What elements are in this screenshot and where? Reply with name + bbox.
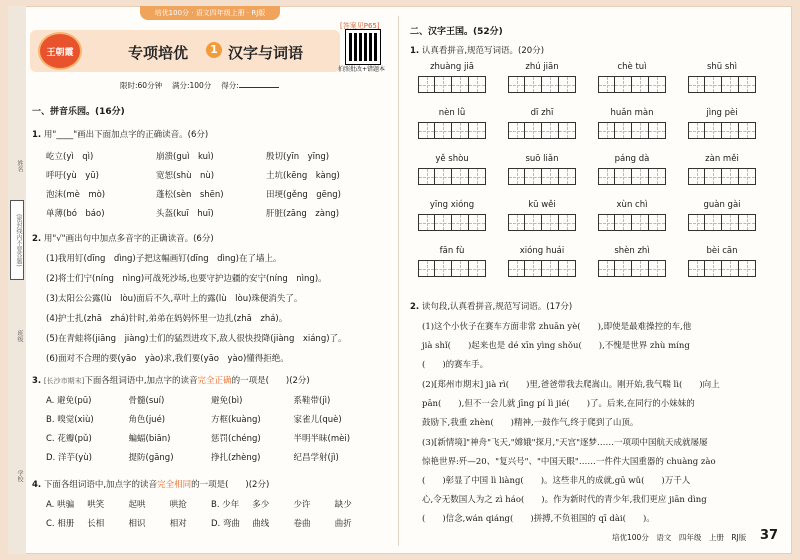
writing-cell[interactable]: [649, 214, 666, 231]
writing-cell[interactable]: [525, 260, 542, 277]
writing-cell[interactable]: [559, 260, 576, 277]
pinyin-text: chè tuì: [617, 62, 647, 72]
writing-cell[interactable]: [615, 168, 632, 185]
writing-cell[interactable]: [418, 260, 435, 277]
question-1-2: 2. 用"√"画出句中加点多音字的正确读音。(6分): [32, 234, 214, 244]
q2-line: (2)将士们宁(níng nìng)可战死沙场,也要守护边疆的安宁(níng nìng)。: [46, 274, 327, 284]
q2-2-line: (3)[新情境]"神舟"飞天,"嫦娥"探月,"天宫"逐梦……一项项中国航天成就屡屡: [422, 438, 708, 448]
writing-cell[interactable]: [649, 260, 666, 277]
pinyin-item: [418, 246, 486, 277]
pinyin-text: shū shì: [706, 62, 738, 72]
writing-cell[interactable]: [418, 168, 435, 185]
tianzige-boxes[interactable]: [418, 122, 486, 139]
tianzige-boxes[interactable]: [418, 214, 486, 231]
writing-cell[interactable]: [525, 214, 542, 231]
writing-cell[interactable]: [469, 122, 486, 139]
pinyin-item: [508, 200, 576, 231]
writing-cell[interactable]: [542, 260, 559, 277]
pinyin-text: zhuàng jiā: [430, 62, 474, 72]
pinyin-item: [418, 154, 486, 185]
q2-2-line: (2)[郑州市期末] jià rì( )里,爸爸带我去爬嵩山。刚开始,我气喘 lì( )向上: [422, 380, 720, 390]
pinyin-text: yīng xióng: [429, 200, 475, 210]
writing-cell[interactable]: [418, 214, 435, 231]
writing-cell[interactable]: [705, 76, 722, 93]
q2-2-line: (1)这个小伙子在赛车方面非常 zhuān yè( ),即使是最难操控的车,他: [422, 322, 692, 332]
writing-cell[interactable]: [705, 260, 722, 277]
pinyin-item: [418, 108, 486, 139]
pinyin-item: [688, 200, 756, 231]
q1-row: 屹立(yì qì) 崩溃(guì kuì) 殷切(yīn yīng): [46, 152, 330, 162]
column-divider: [398, 16, 399, 546]
writing-cell[interactable]: [688, 122, 705, 139]
writing-cell[interactable]: [418, 122, 435, 139]
writing-cell[interactable]: [598, 168, 615, 185]
writing-cell[interactable]: [739, 122, 756, 139]
writing-cell[interactable]: [722, 260, 739, 277]
writing-cell[interactable]: [469, 168, 486, 185]
pinyin-text: kū wěi: [528, 200, 556, 210]
question-1-4: 4. 下面各组词语中,加点字的读音完全相同的一项是( )(2分): [32, 480, 270, 490]
writing-cell[interactable]: [435, 260, 452, 277]
pinyin-text: zhú jiān: [525, 62, 559, 72]
writing-cell[interactable]: [542, 76, 559, 93]
q2-2-line: ( )信念,wán qiáng( )拼搏,不负祖国的 qī dài( )。: [422, 514, 655, 524]
tianzige-boxes[interactable]: [688, 122, 756, 139]
q1-row: 单薄(bó báo) 头盔(kuī huī) 肝脏(zāng zàng): [46, 209, 340, 219]
writing-cell[interactable]: [615, 76, 632, 93]
writing-cell[interactable]: [722, 168, 739, 185]
q4-options: [46, 498, 376, 536]
section-2-title: 二、汉字王国。(52分): [410, 27, 503, 37]
pinyin-item: [418, 62, 486, 93]
writing-cell[interactable]: [739, 214, 756, 231]
pinyin-item: [598, 246, 666, 277]
q3-option-d[interactable]: D. 洋芋(yù) 提防(gāng) 挣扎(zhèng) 纪昌学射(jì): [46, 453, 339, 463]
tianzige-boxes[interactable]: [508, 260, 576, 277]
writing-cell[interactable]: [598, 260, 615, 277]
q2-line: (3)太阳公公露(lù lòu)面后不久,草叶上的露(lù lòu)珠便消失了。: [46, 294, 303, 304]
writing-cell[interactable]: [632, 260, 649, 277]
q3-option-c[interactable]: C. 花瓣(pǔ) 蝙蝠(biān) 惩罚(chéng) 半明半昧(mèi): [46, 434, 351, 444]
pinyin-item: [508, 154, 576, 185]
writing-cell[interactable]: [705, 214, 722, 231]
writing-cell[interactable]: [739, 76, 756, 93]
question-1-1: 1. 用"____"画出下面加点字的正确读音。(6分): [32, 130, 209, 140]
brand-logo: 王朝霞: [38, 32, 82, 70]
writing-cell[interactable]: [739, 168, 756, 185]
pinyin-item: [418, 200, 486, 231]
writing-cell[interactable]: [452, 122, 469, 139]
writing-cell[interactable]: [632, 122, 649, 139]
writing-cell[interactable]: [452, 76, 469, 93]
q2-2-line: jià shǐ( )起来也是 dé xīn yìng shǒu( ),不愧是世界 zhù míng: [422, 341, 690, 351]
writing-cell[interactable]: [705, 168, 722, 185]
writing-cell[interactable]: [525, 76, 542, 93]
pinyin-text: jìng pèi: [706, 108, 738, 118]
tianzige-boxes[interactable]: [688, 214, 756, 231]
writing-cell[interactable]: [559, 168, 576, 185]
q1-pinyin-grid: [46, 150, 376, 226]
tianzige-boxes[interactable]: [598, 260, 666, 277]
question-1-3: 3. [长沙市期末]下面各组词语中,加点字的读音完全正确的一项是( )(2分): [32, 376, 310, 386]
q2-line: (1)我用钉(dīng dìng)子把这幅画钉(dīng dìng)在了墙上。: [46, 254, 282, 264]
side-label-school: 学校: [16, 470, 23, 482]
page-number: 37: [760, 528, 779, 543]
pinyin-text: fān fù: [439, 246, 465, 256]
writing-cell[interactable]: [722, 76, 739, 93]
writing-cell[interactable]: [559, 214, 576, 231]
tianzige-boxes[interactable]: [598, 214, 666, 231]
question-2-1: 1. 认真看拼音,规范写词语。(20分): [410, 46, 545, 56]
pinyin-item: [688, 154, 756, 185]
pinyin-item: [688, 62, 756, 93]
writing-cell[interactable]: [598, 122, 615, 139]
q3-option-b[interactable]: B. 嗅觉(xiù) 角色(jué) 方框(kuàng) 家雀儿(què): [46, 415, 342, 425]
pinyin-item: [688, 108, 756, 139]
pinyin-item: [508, 62, 576, 93]
writing-cell[interactable]: [649, 76, 666, 93]
side-label-class: 班级: [16, 330, 23, 342]
qr-code[interactable]: [346, 30, 380, 64]
pinyin-item: [688, 246, 756, 277]
writing-cell[interactable]: [508, 260, 525, 277]
tianzige-boxes[interactable]: [418, 168, 486, 185]
tianzige-boxes[interactable]: [688, 76, 756, 93]
writing-cell[interactable]: [615, 122, 632, 139]
writing-cell[interactable]: [508, 214, 525, 231]
question-2-2: 2. 读句段,认真看拼音,规范写词语。(17分): [410, 302, 573, 312]
exam-meta: 限时:60分钟 满分:100分 得分:: [120, 80, 279, 91]
page-footer: 培优100分 语文 四年级 上册 RJ版: [612, 533, 747, 542]
tianzige-boxes[interactable]: [508, 122, 576, 139]
pinyin-text: dī zhī: [530, 108, 554, 118]
tianzige-boxes[interactable]: [508, 168, 576, 185]
pinyin-text: xùn chì: [616, 200, 648, 210]
writing-cell[interactable]: [688, 76, 705, 93]
writing-cell[interactable]: [542, 122, 559, 139]
q2-2-line: 心,令无数国人为之 zì háo( )。作为新时代的青少年,我们更应 jiān dìng: [422, 495, 707, 505]
writing-cell[interactable]: [418, 76, 435, 93]
pinyin-text: xióng huái: [519, 246, 565, 256]
page-title: 专项培优: [128, 44, 189, 62]
pinyin-item: [598, 62, 666, 93]
writing-cell[interactable]: [722, 122, 739, 139]
pinyin-text: suō liǎn: [525, 154, 559, 164]
pinyin-text: guàn gài: [703, 200, 741, 210]
tianzige-boxes[interactable]: [508, 76, 576, 93]
writing-cell[interactable]: [435, 168, 452, 185]
writing-cell[interactable]: [469, 76, 486, 93]
tianzige-boxes[interactable]: [418, 76, 486, 93]
pinyin-text: huǎn màn: [610, 108, 654, 118]
pinyin-item: [598, 108, 666, 139]
page-subtitle: 汉字与词语: [228, 44, 304, 62]
tianzige-boxes[interactable]: [688, 168, 756, 185]
writing-cell[interactable]: [598, 76, 615, 93]
q1-row: 呼吁(yù yū) 宽恕(shù nù) 土坑(kēng kàng): [46, 171, 340, 181]
writing-cell[interactable]: [632, 76, 649, 93]
pinyin-text: zàn měi: [705, 154, 739, 164]
tianzige-boxes[interactable]: [688, 260, 756, 277]
qr-label: 拍照批改+错题本: [338, 66, 386, 73]
section-1-title: 一、拼音乐园。(16分): [32, 107, 125, 117]
writing-cell[interactable]: [649, 168, 666, 185]
writing-cell[interactable]: [632, 168, 649, 185]
writing-cell[interactable]: [688, 260, 705, 277]
writing-cell[interactable]: [435, 76, 452, 93]
writing-cell[interactable]: [508, 76, 525, 93]
pinyin-item: [508, 246, 576, 277]
writing-cell[interactable]: [598, 214, 615, 231]
writing-cell[interactable]: [508, 122, 525, 139]
q2-2-line: ( )的赛车手。: [422, 360, 489, 370]
q2-2-line: ( )彰显了中国 lì liàng( )。这些非凡的成就,gū wǔ( )万千人: [422, 476, 691, 486]
tianzige-boxes[interactable]: [508, 214, 576, 231]
writing-cell[interactable]: [452, 168, 469, 185]
pinyin-item: [598, 200, 666, 231]
tianzige-boxes[interactable]: [598, 76, 666, 93]
writing-cell[interactable]: [542, 168, 559, 185]
writing-cell[interactable]: [452, 260, 469, 277]
writing-cell[interactable]: [508, 168, 525, 185]
writing-cell[interactable]: [722, 214, 739, 231]
writing-cell[interactable]: [469, 260, 486, 277]
tianzige-boxes[interactable]: [418, 260, 486, 277]
side-label-seal: (密封线内不要答题): [10, 200, 24, 280]
q2-line: (6)面对不合理的要(yāo yào)求,我们要(yāo yào)懂得拒绝。: [46, 354, 289, 364]
pinyin-item: [598, 154, 666, 185]
q2-2-line: 惊艳世界:歼—20、"复兴号"、"中国天眼"……一件件大国重器的 chuàng zào: [422, 457, 716, 467]
pinyin-text: shèn zhì: [614, 246, 650, 256]
pinyin-item: [508, 108, 576, 139]
writing-cell[interactable]: [559, 122, 576, 139]
writing-cell[interactable]: [435, 122, 452, 139]
pinyin-text: yě shòu: [435, 154, 469, 164]
q4-options-row[interactable]: C. 相册 长相 相识 相对 D. 弯曲 曲线 卷曲 曲折: [46, 519, 352, 529]
pinyin-text: nèn lǜ: [438, 108, 466, 118]
series-band: 培优100分 · 语文四年级上册 · RJ版: [140, 6, 280, 20]
side-label-name: 姓名: [16, 160, 23, 172]
tianzige-boxes[interactable]: [598, 122, 666, 139]
pinyin-text: páng dà: [614, 154, 650, 164]
writing-cell[interactable]: [739, 260, 756, 277]
q2-2-line: pān( ),但不一会儿就 jīng pí lì jié( )了。后来,在同行的小妹妹的: [422, 399, 695, 409]
writing-cell[interactable]: [649, 122, 666, 139]
q1-row: 泡沫(mè mò) 蓬松(sèn shēn) 田埂(gěng gēng): [46, 190, 341, 200]
unit-number-badge: 1: [206, 42, 222, 58]
writing-cell[interactable]: [615, 260, 632, 277]
q2-2-line: 鼓励下,我重 zhèn( )精神,一鼓作气,终于爬到了山顶。: [422, 418, 639, 428]
writing-cell[interactable]: [435, 214, 452, 231]
writing-cell[interactable]: [525, 122, 542, 139]
writing-cell[interactable]: [688, 168, 705, 185]
q3-options: [46, 394, 376, 470]
writing-cell[interactable]: [525, 168, 542, 185]
writing-cell[interactable]: [469, 214, 486, 231]
tianzige-boxes[interactable]: [598, 168, 666, 185]
writing-cell[interactable]: [452, 214, 469, 231]
pinyin-text: bèi cān: [706, 246, 738, 256]
writing-cell[interactable]: [559, 76, 576, 93]
writing-cell[interactable]: [705, 122, 722, 139]
writing-cell[interactable]: [615, 214, 632, 231]
q4-options-row[interactable]: A. 哄骗 哄笑 起哄 哄抢 B. 少年 多少 少许 缺少: [46, 500, 352, 510]
q3-option-a[interactable]: A. 避免(pū) 骨髓(suí) 避免(bì) 系鞋带(jì): [46, 396, 331, 406]
answer-reference: [答案见P65]: [340, 22, 380, 30]
writing-cell[interactable]: [542, 214, 559, 231]
writing-cell[interactable]: [632, 214, 649, 231]
q2-line: (4)护士扎(zhā zhá)针时,弟弟在妈妈怀里一边扎(zhā zhá)。: [46, 314, 288, 324]
writing-cell[interactable]: [688, 214, 705, 231]
q2-line: (5)在青蛙将(jiāng jiàng)士们的猛烈进攻下,敌人很快投降(jiàng xiáng)了。: [46, 334, 347, 344]
